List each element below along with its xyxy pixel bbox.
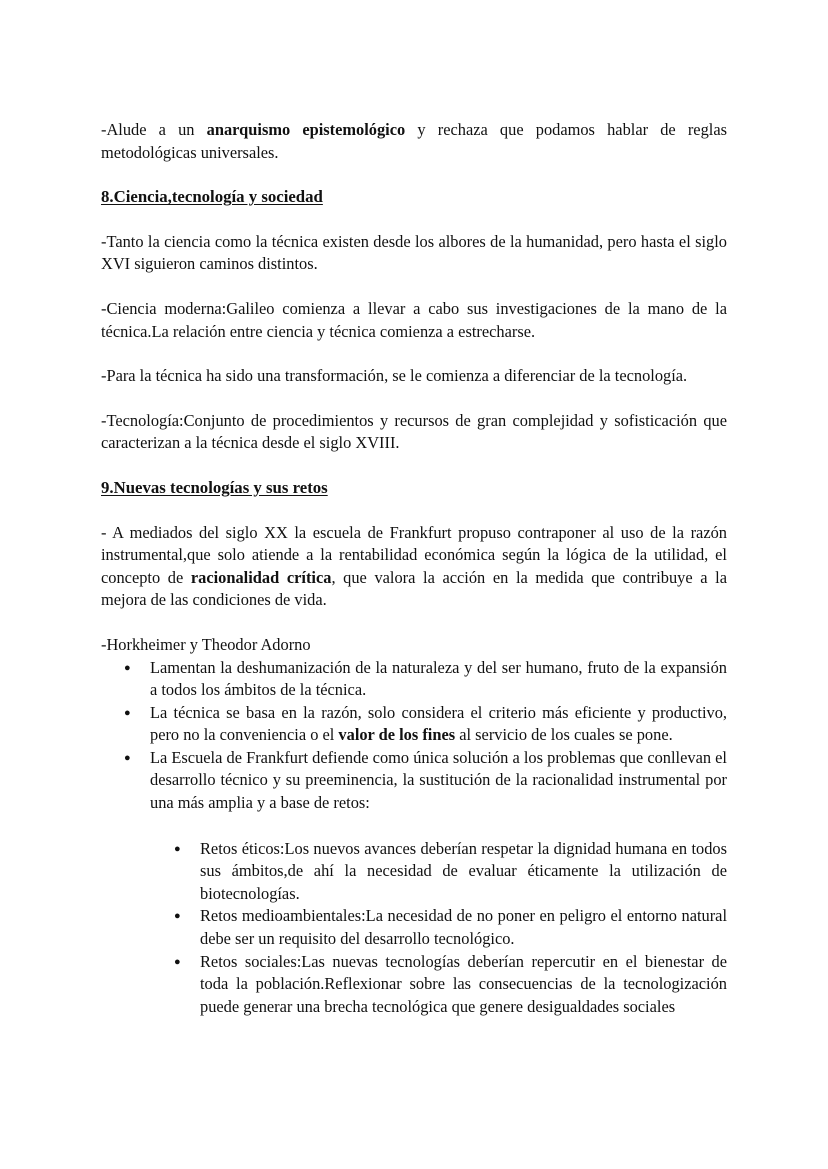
bold-term-valor: valor de los fines xyxy=(338,725,456,745)
sub-list-item: ● Retos éticos:Los nuevos avances deberían respetar la dignidad humana en todos sus ámbitos,de ahí la necesidad de evaluar éticamente la utilización de biotecnologías. xyxy=(101,838,727,906)
list-item: ● Lamentan la deshumanización de la naturaleza y del ser humano, fruto de la expansión a todos los ámbitos de la técnica. xyxy=(101,657,727,702)
intro-paragraph: -Alude a un anarquismo epistemológico y rechaza que podamos hablar de reglas metodológicas universales. xyxy=(101,120,727,162)
sub-list-item: ● Retos medioambientales:La necesidad de no poner en peligro el entorno natural debe ser un requisito del desarrollo tecnológico. xyxy=(101,905,727,950)
section-9-heading: 9.Nuevas tecnologías y sus retos xyxy=(101,477,328,497)
list-item: ● La Escuela de Frankfurt defiende como única solución a los problemas que conllevan el desarrollo técnico y su preeminencia, la sustitución de la racionalidad instrumental por una más amplia y a base de retos: xyxy=(101,747,727,815)
s8-paragraph-1: -Tanto la ciencia como la técnica existen desde los albores de la humanidad, pero hasta el siglo XVI siguieron caminos distintos. xyxy=(101,231,727,274)
s9-paragraph-1: - A mediados del siglo XX la escuela de Frankfurt propuso contraponer al uso de la razón instrumental,que solo atiende a la rentabilidad económica según la lógica de la utilidad, el concepto de racionalidad crítica, que valora la acción en la medida que contribuye a la mejora de las condiciones de vida. xyxy=(101,522,727,610)
authors-line: -Horkheimer y Theodor Adorno xyxy=(101,634,311,654)
s8-paragraph-4: -Tecnología:Conjunto de procedimientos y recursos de gran complejidad y sofisticación que caracterizan a la técnica desde el siglo XVIII. xyxy=(101,410,727,453)
bold-term-anarquismo: anarquismo epistemológico xyxy=(206,120,406,139)
list-item: ● La técnica se basa en la razón, solo considera el criterio más eficiente y productivo, pero no la conveniencia o el valor de los fines al servicio de los cuales se pone. xyxy=(101,702,727,747)
document-content xyxy=(101,119,727,1018)
bold-term-racionalidad: racionalidad crítica xyxy=(190,567,332,587)
section-8-heading: 8.Ciencia,tecnología y sociedad xyxy=(101,187,323,207)
s8-paragraph-3: -Para la técnica ha sido una transformación, se le comienza a diferenciar de la tecnología. xyxy=(101,366,688,386)
sub-list-item: ● Retos sociales:Las nuevas tecnologías deberían repercutir en el bienestar de toda la población.Reflexionar sobre las consecuencias de la tecnologización puede generar una brecha tecnológica que genere desigualdades sociales xyxy=(101,951,727,1019)
s8-paragraph-2: -Ciencia moderna:Galileo comienza a llevar a cabo sus investigaciones de la mano de la técnica.La relación entre ciencia y técnica comienza a estrecharse. xyxy=(101,298,727,341)
